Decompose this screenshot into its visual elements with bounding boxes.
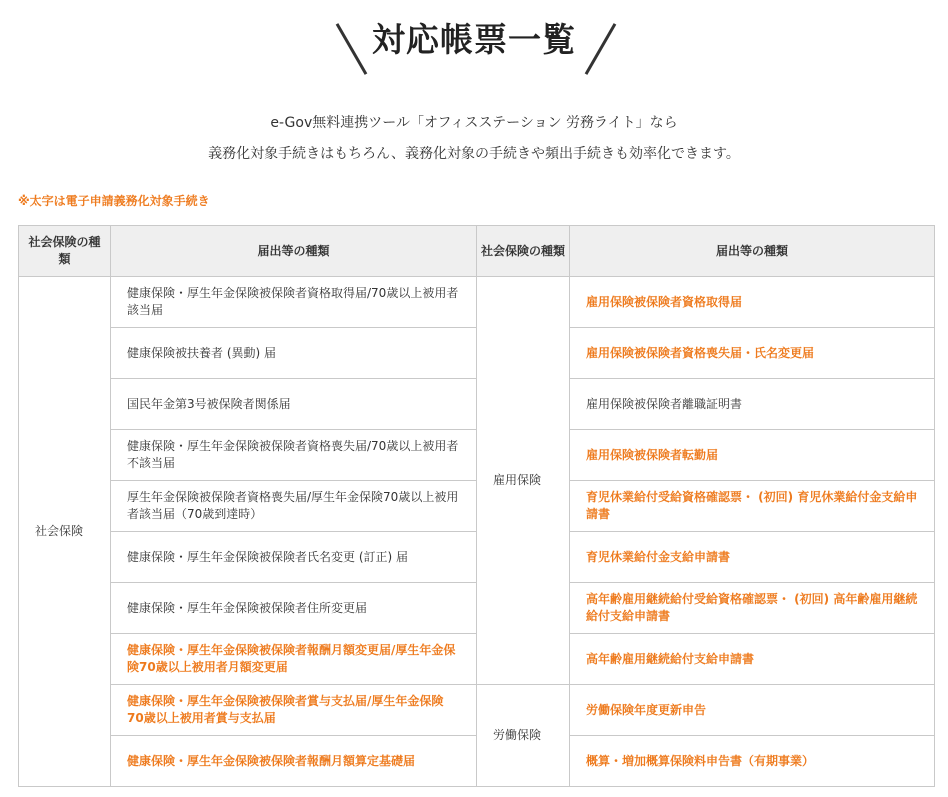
- category-labor-insurance: 労働保険: [477, 685, 570, 787]
- category-employment-insurance: 雇用保険: [477, 277, 570, 685]
- right-form-cell: 育児休業給付金支給申請書: [570, 532, 935, 583]
- left-form-cell: 健康保険・厚生年金保険被保険者資格喪失届/70歳以上被用者不該当届: [111, 430, 477, 481]
- table-row: [19, 277, 935, 328]
- left-form-cell: 健康保険・厚生年金保険被保険者賞与支払届/厚生年金保険70歳以上被用者賞与支払届: [111, 685, 477, 736]
- left-form-cell: 健康保険・厚生年金保険被保険者資格取得届/70歳以上被用者該当届: [111, 277, 477, 328]
- right-form-cell: 雇用保険被保険者転勤届: [570, 430, 935, 481]
- right-form-cell: 概算・増加概算保険料申告書（有期事業）: [570, 736, 935, 787]
- left-form-cell: 厚生年金保険被保険者資格喪失届/厚生年金保険70歳以上被用者該当届（70歳到達時）: [111, 481, 477, 532]
- page-title: 対応帳票一覧: [372, 20, 576, 59]
- table-header-row: [19, 226, 935, 277]
- header-insurance-type-right: 社会保険の種類: [477, 226, 570, 277]
- title-area: [0, 10, 948, 70]
- left-form-cell: 健康保険・厚生年金保険被保険者氏名変更 (訂正) 届: [111, 532, 477, 583]
- right-form-cell: 労働保険年度更新申告: [570, 685, 935, 736]
- left-form-cell: 健康保険・厚生年金保険被保険者住所変更届: [111, 583, 477, 634]
- left-form-cell: 国民年金第3号被保険者関係届: [111, 379, 477, 430]
- header-form-type-right: 届出等の種類: [570, 226, 935, 277]
- category-social-insurance: 社会保険: [19, 277, 111, 787]
- forms-table: [18, 225, 935, 787]
- lead-text-line-1: e-Gov無料連携ツール「オフィスステーション 労務ライト」なら: [270, 115, 678, 131]
- right-form-cell: 高年齢雇用継続給付受給資格確認票・ (初回) 高年齢雇用継続給付支給申請書: [570, 583, 935, 634]
- right-form-cell: 育児休業給付受給資格確認票・ (初回) 育児休業給付金支給申請書: [570, 481, 935, 532]
- left-form-cell: 健康保険・厚生年金保険被保険者報酬月額変更届/厚生年金保険70歳以上被用者月額変更届: [111, 634, 477, 685]
- table-row: [19, 685, 935, 736]
- left-form-cell: 健康保険・厚生年金保険被保険者報酬月額算定基礎届: [111, 736, 477, 787]
- right-form-cell: 高年齢雇用継続給付支給申請書: [570, 634, 935, 685]
- header-form-type-left: 届出等の種類: [111, 226, 477, 277]
- right-form-cell: 雇用保険被保険者離職証明書: [570, 379, 935, 430]
- bold-note: ※太字は電子申請義務化対象手続き: [18, 194, 210, 208]
- right-form-cell: 雇用保険被保険者資格喪失届・氏名変更届: [570, 328, 935, 379]
- lead-text-line-2: 義務化対象手続きはもちろん、義務化対象の手続きや頻出手続きも効率化できます。: [208, 146, 740, 162]
- right-form-cell: 雇用保険被保険者資格取得届: [570, 277, 935, 328]
- left-form-cell: 健康保険被扶養者 (異動) 届: [111, 328, 477, 379]
- header-insurance-type-left: 社会保険の種類: [19, 226, 111, 277]
